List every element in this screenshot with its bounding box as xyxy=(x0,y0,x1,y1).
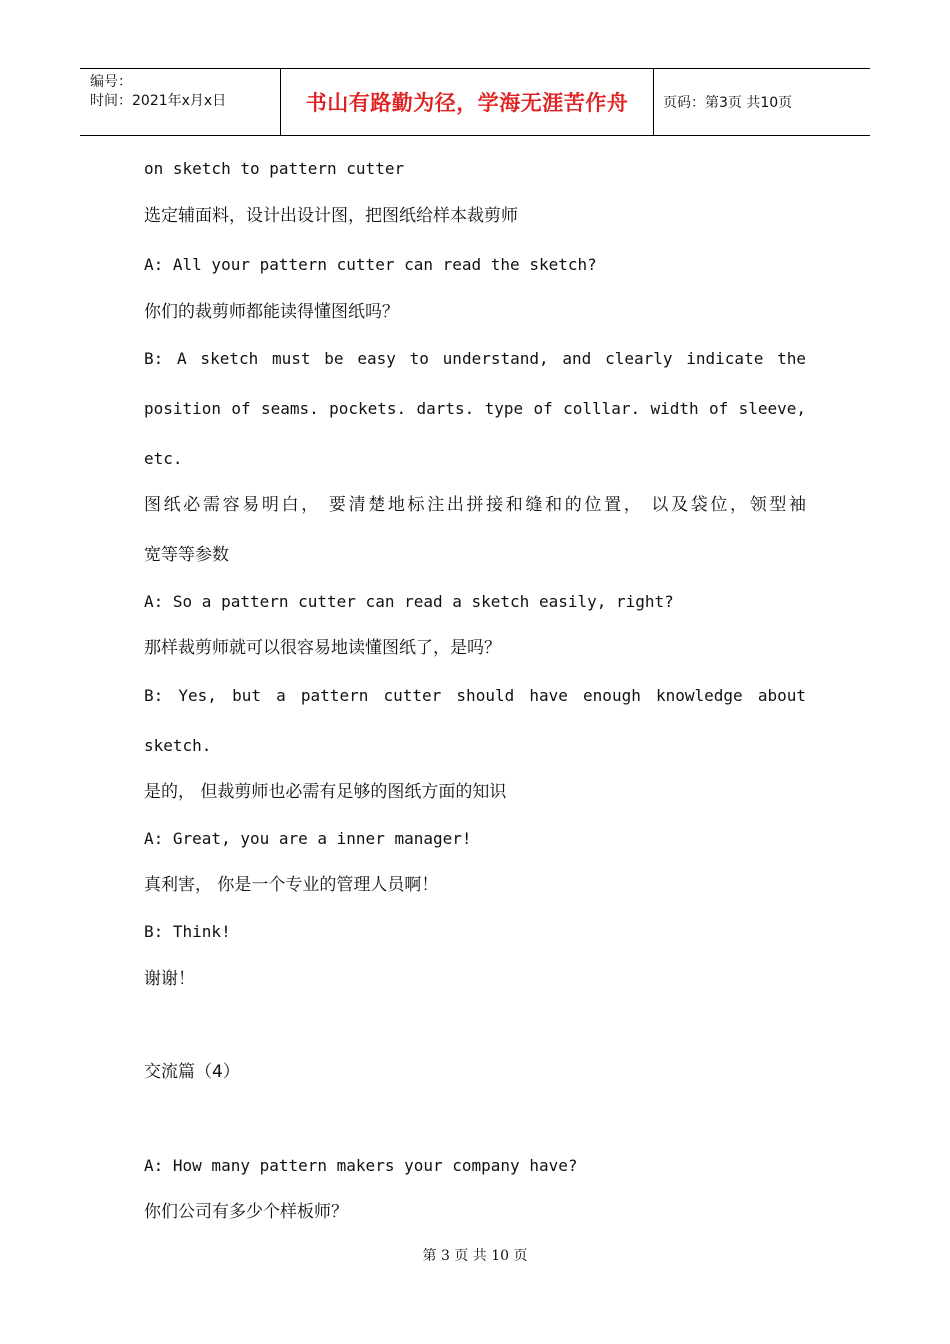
text-line: sketch. xyxy=(144,736,212,755)
header-page-info: 页码：第3页 共10页 xyxy=(663,95,793,111)
text-line: 交流篇（4） xyxy=(144,1062,240,1082)
text-line: 宽等等参数 xyxy=(144,545,229,565)
text-line: 选定辅面料，设计出设计图，把图纸给样本裁剪师 xyxy=(144,206,518,226)
text-line: A: So a pattern cutter can read a sketch easily, right? xyxy=(144,592,674,611)
text-line: 你们的裁剪师都能读得懂图纸吗？ xyxy=(144,302,399,322)
text-line: B: A sketch must be easy to understand, and clearly indicate the xyxy=(144,349,806,368)
text-line: 那样裁剪师就可以很容易地读懂图纸了，是吗？ xyxy=(144,638,501,658)
text-line: A: All your pattern cutter can read the sketch? xyxy=(144,255,597,274)
text-line: 图纸必需容易明白， 要清楚地标注出拼接和缝和的位置， 以及袋位，领型袖 xyxy=(144,495,806,515)
text-line: B: Think! xyxy=(144,922,231,941)
text-line: 你们公司有多少个样板师？ xyxy=(144,1202,348,1222)
page-footer: 第 3 页 共 10 页 xyxy=(422,1248,528,1264)
text-line: etc. xyxy=(144,449,183,468)
text-line: position of seams. pockets. darts. type of colllar. width of sleeve, xyxy=(144,399,806,418)
document-date-label: 时间：2021年x月x日 xyxy=(90,93,227,109)
text-line: A: How many pattern makers your company have? xyxy=(144,1156,578,1175)
text-line: 真利害， 你是一个专业的管理人员啊！ xyxy=(144,875,439,895)
page-header xyxy=(80,68,870,136)
text-line: on sketch to pattern cutter xyxy=(144,159,405,178)
text-line: 是的， 但裁剪师也必需有足够的图纸方面的知识 xyxy=(144,782,507,802)
text-line: A: Great, you are a inner manager! xyxy=(144,829,472,848)
text-line: 谢谢！ xyxy=(144,969,195,989)
header-meta xyxy=(80,69,281,135)
header-motto: 书山有路勤为径，学海无涯苦作舟 xyxy=(281,69,654,135)
document-number-label: 编号： xyxy=(90,74,132,90)
text-line: B: Yes, but a pattern cutter should have enough knowledge about xyxy=(144,686,806,705)
